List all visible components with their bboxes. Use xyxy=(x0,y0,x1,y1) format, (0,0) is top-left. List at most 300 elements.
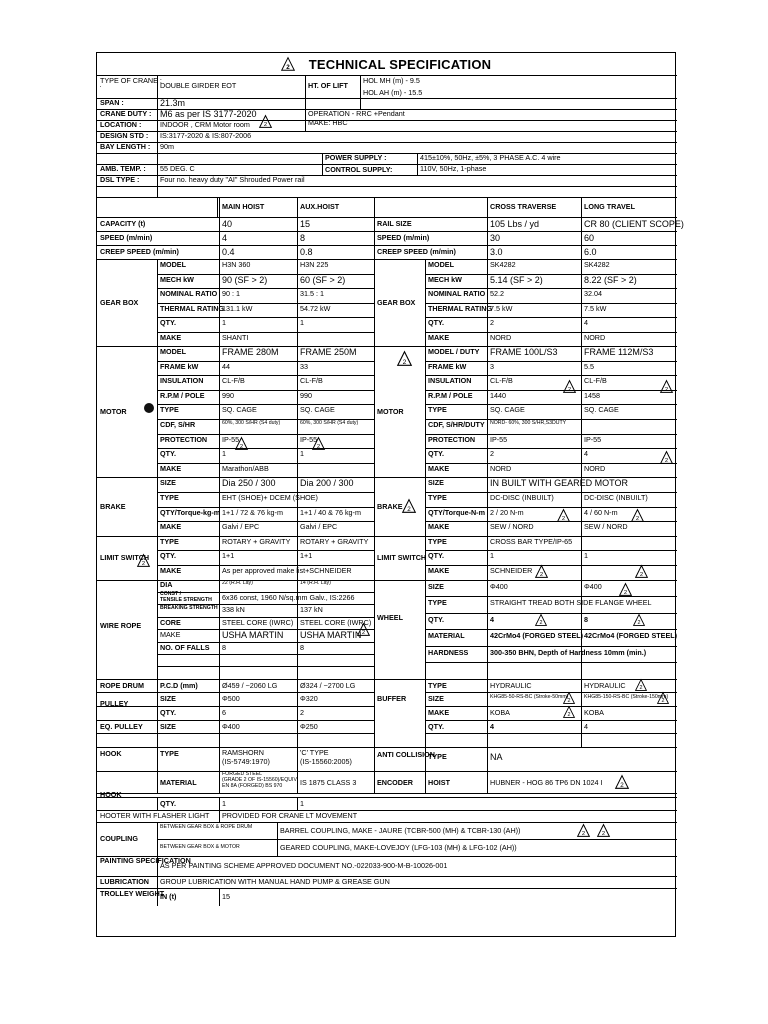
motor-ah-value: CL-F/B xyxy=(300,376,323,386)
motor-ct-value: CL-F/B xyxy=(490,376,513,386)
brake-lt-value: DC-DISC (INBUILT) xyxy=(584,493,648,502)
grid-line xyxy=(97,771,677,772)
brake-row-label: TYPE xyxy=(160,493,179,502)
wheel-type-label: TYPE xyxy=(428,598,447,608)
gearbox-mh-value: 131.1 kW xyxy=(222,303,253,313)
grid-line xyxy=(157,317,374,318)
buffer-lt-type: HYDRAULIC xyxy=(584,680,626,690)
amb-temp-label: AMB. TEMP. : xyxy=(100,164,146,173)
grid-line xyxy=(97,197,677,198)
coupling-r2-label: BETWEEN GEAR BOX & MOTOR xyxy=(160,843,240,850)
grid-line xyxy=(297,245,298,259)
gearbox-row-label: NOMINAL RATIO xyxy=(160,289,218,298)
rope-ah-core: STEEL CORE (IWRC) xyxy=(300,617,372,627)
gearbox-lt-value: NORD xyxy=(584,332,606,342)
rope-ah-break: 137 kN xyxy=(300,605,323,615)
svg-text:2: 2 xyxy=(581,830,586,837)
revision-triangle-icon xyxy=(597,824,610,837)
motor-ah-value: FRAME 250M xyxy=(300,347,357,357)
hook-ah-type2: (IS-15560:2005) xyxy=(300,756,352,766)
eq-pulley-mh: Φ400 xyxy=(222,721,240,731)
motor-row-label-r: MAKE xyxy=(428,463,450,473)
limit-ct-value: CROSS BAR TYPE/IP-65 xyxy=(490,536,573,546)
revision-triangle-icon xyxy=(635,565,648,578)
drum-mh-value: Ø459 / ~2060 LG xyxy=(222,680,278,690)
motor-row-label: TYPE xyxy=(160,405,179,415)
grid-line xyxy=(219,747,220,793)
grid-line xyxy=(581,197,582,217)
grid-line xyxy=(374,477,375,535)
aux-hoist-header: AUX.HOIST xyxy=(300,202,340,211)
motor-group-label-r: MOTOR xyxy=(377,406,404,416)
encoder-value: HUBNER - HOG 86 TP6 DN 1024 I xyxy=(490,777,603,787)
encoder-hoist-label: HOIST xyxy=(428,777,450,787)
gearbox-mh-value: 90 (SF > 2) xyxy=(222,274,268,285)
motor-row-label: R.P.M / POLE xyxy=(160,390,205,400)
motor-mh-value: Marathon/ABB xyxy=(222,463,269,473)
design-std-label: DESIGN STD : xyxy=(100,131,149,140)
painting-value: AS PER PAINTING SCHEME APPROVED DOCUMENT NO.-022033-900-M-B-10026-001 xyxy=(160,860,448,870)
grid-line xyxy=(157,679,158,747)
grid-line xyxy=(219,346,220,477)
grid-line xyxy=(487,346,488,477)
buffer-lt-qty: 4 xyxy=(584,721,588,731)
brake-lt-value: SEW / NORD xyxy=(584,522,628,532)
motor-lt-value: NORD xyxy=(584,463,606,473)
hook-mh-mat3: EN 8A (FORGED) BS 970 xyxy=(222,782,283,789)
gearbox-mh-value: 90 : 1 xyxy=(222,289,240,298)
revision-triangle-icon xyxy=(619,583,632,596)
svg-text:2: 2 xyxy=(567,698,571,705)
gearbox-row-label-r: MAKE xyxy=(428,332,450,342)
grid-line xyxy=(425,274,677,275)
motor-mh-value: CL-F/B xyxy=(222,376,245,386)
grid-line xyxy=(305,75,306,131)
wire-rope-group-label: WIRE ROPE xyxy=(100,620,142,630)
motor-ah-value: 33 xyxy=(300,361,308,371)
motor-ah-value: SQ. CAGE xyxy=(300,405,335,415)
motor-row-label-r: INSULATION xyxy=(428,376,472,386)
painting-label: PAINTING SPECIFICATION xyxy=(100,855,191,865)
limit-lt-value: 1 xyxy=(584,551,588,561)
location-label: LOCATION : xyxy=(100,120,142,129)
speed-ct: 30 xyxy=(490,233,501,243)
grid-line xyxy=(97,797,677,798)
grid-line xyxy=(157,839,677,840)
dsl-type-label: DSL TYPE : xyxy=(100,175,140,184)
grid-line xyxy=(425,679,426,747)
brake-mh-value: Galvi / EPC xyxy=(222,522,260,532)
grid-line xyxy=(425,550,677,551)
grid-line xyxy=(97,580,677,581)
sheet-title xyxy=(97,53,675,75)
rope-drum-label: ROPE DRUM xyxy=(100,680,144,690)
location-value: INDOOR , CRM Motor room xyxy=(160,120,250,129)
hooter-label: HOOTER WITH FLASHER LIGHT xyxy=(100,810,210,820)
rope-breaking-label: BREAKING STRENGTH xyxy=(160,605,218,612)
gearbox-mh-value: 1 xyxy=(222,318,226,327)
crane-duty-label: CRANE DUTY : xyxy=(100,109,152,118)
main-hoist-header: MAIN HOIST xyxy=(222,202,265,211)
grid-line xyxy=(425,662,677,663)
gearbox-ct-value: NORD xyxy=(490,332,512,342)
hol-mh-value: HOL MH (m) - 9.5 xyxy=(363,76,420,85)
brake-mh-value: Dia 250 / 300 xyxy=(222,478,276,489)
grid-line xyxy=(217,197,218,217)
anti-type-label: TYPE xyxy=(428,751,447,761)
wheel-hard-label: HARDNESS xyxy=(428,647,469,657)
grid-line xyxy=(157,404,374,405)
revision-triangle-icon xyxy=(615,775,629,789)
grid-line xyxy=(425,317,677,318)
operation-value: OPERATION - RRC +Pendant xyxy=(308,109,405,118)
grid-line xyxy=(297,797,298,810)
svg-text:2: 2 xyxy=(263,122,268,129)
capacity-lt: CR 80 (CLIENT SCOPE) xyxy=(584,219,684,229)
hook-type-label: TYPE xyxy=(160,748,179,758)
revision-triangle-icon xyxy=(563,380,576,393)
capacity-label: CAPACITY (t) xyxy=(100,219,146,228)
grid-line xyxy=(425,521,677,522)
wheel-ct-mat: 42CrMo4 (FORGED STEEL) xyxy=(490,631,584,641)
grid-line xyxy=(157,521,374,522)
grid-line xyxy=(277,822,278,856)
limit-row-label-r: QTY. xyxy=(428,551,444,561)
pulley-label: PULLEY xyxy=(100,699,129,709)
brake-ct-value: 2 / 20 N-m xyxy=(490,507,524,517)
buffer-type-label: TYPE xyxy=(428,680,447,690)
grid-line xyxy=(425,733,677,734)
creep-ah: 0.8 xyxy=(300,247,313,257)
grid-line xyxy=(374,580,375,679)
hook-mh-mat1: FORGED STEEL xyxy=(222,770,263,777)
coupling-label: COUPLING xyxy=(100,833,138,843)
gearbox-group-label: GEAR BOX xyxy=(100,297,139,307)
limit-group-label: LIMIT SWITCH xyxy=(100,552,150,562)
rope-const-value: 6x36 const, 1960 N/sq.mm Galv., IS:2266 xyxy=(222,593,355,602)
capacity-mh: 40 xyxy=(222,219,233,229)
wheel-ct-type: STRAIGHT TREAD BOTH SIDE FLANGE WHEEL xyxy=(490,598,652,608)
motor-row-label-r: R.P.M / POLE xyxy=(428,390,473,400)
capacity-ct: 105 Lbs / yd xyxy=(490,219,540,229)
motor-mh-value: 990 xyxy=(222,390,234,400)
encoder-label: ENCODER xyxy=(377,777,413,787)
motor-row-label: CDF, S/HR xyxy=(160,420,196,429)
gearbox-row-label: QTY. xyxy=(160,318,176,327)
lubrication-value: GROUP LUBRICATION WITH MANUAL HAND PUMP & GREASE GUN xyxy=(160,876,390,886)
wheel-lt-size: Φ400 xyxy=(584,581,602,591)
grid-line xyxy=(97,153,677,154)
power-supply-value: 415±10%, 50Hz, ±5%, 3 PHASE A.C. 4 wire xyxy=(420,153,561,162)
rope-tensile-label: TENSILE STRENGTH xyxy=(160,597,212,603)
rope-make-label: MAKE xyxy=(160,630,181,640)
grid-line xyxy=(487,747,488,793)
grid-line xyxy=(425,692,677,693)
rope-core-label: CORE xyxy=(160,617,181,627)
brake-group-label-r: BRAKE xyxy=(377,501,403,511)
buffer-group-label: BUFFER xyxy=(377,694,407,704)
grid-line xyxy=(157,876,158,888)
rope-ah-make: USHA MARTIN xyxy=(300,630,362,641)
brake-row-label-r: MAKE xyxy=(428,522,450,532)
revision-triangle-icon xyxy=(535,614,547,626)
grid-line xyxy=(219,797,220,810)
grid-line xyxy=(219,231,220,245)
gearbox-ct-value: 5.14 (SF > 2) xyxy=(490,274,543,285)
bay-length-label: BAY LENGTH : xyxy=(100,142,151,151)
long-travel-header: LONG TRAVEL xyxy=(584,202,635,211)
limit-row-label: TYPE xyxy=(160,536,179,546)
motor-ct-value: 2 xyxy=(490,449,494,459)
grid-line xyxy=(360,75,361,109)
grid-line xyxy=(425,404,677,405)
grid-line xyxy=(157,346,158,477)
trolley-value: 15 xyxy=(222,891,230,901)
grid-line xyxy=(97,720,374,721)
limit-ct-value: SCHNEIDER xyxy=(490,566,533,575)
hook-ah-mat: IS 1875 CLASS 3 xyxy=(300,777,357,787)
anti-collision-label: ANTI COLLISION xyxy=(377,749,435,759)
gearbox-ah-value: 1 xyxy=(300,318,304,327)
grid-line xyxy=(425,646,677,647)
control-supply-label: CONTROL SUPPLY: xyxy=(325,165,393,174)
creep-ct: 3.0 xyxy=(490,247,503,257)
buffer-lt-make: KOBA xyxy=(584,708,604,717)
grid-line xyxy=(97,217,677,218)
grid-line xyxy=(219,217,220,231)
motor-ct-value: SQ. CAGE xyxy=(490,405,525,415)
revision-triangle-icon xyxy=(563,706,575,718)
limit-mh-value: As per approved make list+SCHNEIDER xyxy=(222,566,352,575)
type-of-crane-label-2 xyxy=(100,85,101,94)
brake-row-label-r: QTY/Torque-N-m xyxy=(428,507,485,517)
gearbox-row-label: MAKE xyxy=(160,332,182,342)
wheel-lt-mat: 42CrMo4 (FORGED STEEL) xyxy=(584,631,678,641)
hol-ah-value: HOL AH (m) - 15.5 xyxy=(363,88,423,97)
svg-text:2: 2 xyxy=(539,619,543,626)
gearbox-ah-value: 31.5 : 1 xyxy=(300,289,324,298)
motor-lt-value: 4 xyxy=(584,449,588,459)
gearbox-lt-value: 7.5 kW xyxy=(584,303,607,313)
buffer-qty-label: QTY. xyxy=(428,721,444,731)
motor-row-label: INSULATION xyxy=(160,376,204,386)
grid-line xyxy=(157,550,374,551)
grid-line xyxy=(487,245,488,259)
capacity-label-r: RAIL SIZE xyxy=(377,219,412,228)
grid-line xyxy=(417,153,418,175)
revision-triangle-icon xyxy=(281,57,295,71)
limit-ct-value: 1 xyxy=(490,551,494,561)
limit-group-label-r: LIMIT SWITCH xyxy=(377,552,427,562)
rope-mh-core: STEEL CORE (IWRC) xyxy=(222,617,294,627)
grid-line xyxy=(157,448,374,449)
grid-line xyxy=(97,733,374,734)
svg-text:2: 2 xyxy=(601,830,606,837)
grid-line xyxy=(374,747,375,793)
wheel-ct-size: Φ400 xyxy=(490,581,508,591)
revision-triangle-icon xyxy=(535,565,548,578)
motor-ah-value: 60%, 300 S/HR (S4 duty) xyxy=(300,420,359,426)
limit-row-label-r: MAKE xyxy=(428,566,450,575)
limit-mh-value: 1+1 xyxy=(222,551,235,561)
gearbox-row-label-r: QTY. xyxy=(428,318,444,327)
motor-lt-value: FRAME 112M/S3 xyxy=(584,347,654,357)
revision-triangle-icon xyxy=(631,509,644,522)
motor-mh-value: SQ. CAGE xyxy=(222,405,257,415)
grid-line xyxy=(219,536,220,580)
brake-group-label: BRAKE xyxy=(100,501,126,511)
svg-text:2: 2 xyxy=(539,572,544,579)
brake-mh-value: 1+1 / 72 & 76 kg-m xyxy=(222,507,283,517)
wheel-group-label: WHEEL xyxy=(377,612,403,622)
revision-triangle-icon xyxy=(563,692,575,704)
grid-line xyxy=(297,231,298,245)
grid-line xyxy=(374,259,375,346)
grid-line xyxy=(425,629,677,630)
speed-lt: 60 xyxy=(584,233,595,243)
grid-line xyxy=(219,810,220,822)
trolley-in-label: IN (t) xyxy=(160,891,177,901)
grid-line xyxy=(219,245,220,259)
coupling-r2-value: GEARED COUPLING, MAKE-LOVEJOY (LFG-103 (MH) & LFG-102 (AH)) xyxy=(280,842,517,852)
grid-line xyxy=(374,536,375,580)
creep-label-r: CREEP SPEED (m/min) xyxy=(377,247,456,256)
revision-triangle-icon xyxy=(657,692,669,704)
gearbox-ct-value: 7.5 kW xyxy=(490,303,513,313)
cross-traverse-header: CROSS TRAVERSE xyxy=(490,202,557,211)
hook-ah-qty: 1 xyxy=(300,798,304,808)
grid-line xyxy=(97,536,677,537)
grid-line xyxy=(297,197,298,217)
brake-ct-value: SEW / NORD xyxy=(490,522,534,532)
limit-row-label: QTY. xyxy=(160,551,176,561)
motor-mh-value: 44 xyxy=(222,361,230,371)
wheel-hardness: 300-350 BHN, Depth of Hardness 10mm (min.) xyxy=(490,647,647,657)
motor-row-label: MAKE xyxy=(160,463,182,473)
buffer-ct-type: HYDRAULIC xyxy=(490,680,532,690)
hook-qty-label: QTY. xyxy=(160,798,176,808)
grid-line xyxy=(425,706,677,707)
svg-text:2: 2 xyxy=(637,619,641,626)
hook-label-2: HOOK xyxy=(100,789,122,799)
grid-line xyxy=(374,231,375,245)
svg-text:2: 2 xyxy=(561,516,566,523)
svg-text:2: 2 xyxy=(567,712,571,719)
brake-ah-value: 1+1 / 40 & 76 kg-m xyxy=(300,507,361,517)
grid-line xyxy=(374,197,375,217)
wheel-lt-qty: 8 xyxy=(584,614,588,624)
motor-lt-value: CL-F/B xyxy=(584,376,607,386)
rope-falls-label: NO. OF FALLS xyxy=(160,642,210,652)
trolley-label: TROLLEY WEIGHT xyxy=(100,888,165,898)
brake-ct-value: IN BUILT WITH GEARED MOTOR xyxy=(490,478,629,489)
grid-line xyxy=(219,197,220,217)
svg-text:2: 2 xyxy=(639,572,644,579)
motor-mh-value: 1 xyxy=(222,449,226,459)
grid-line xyxy=(374,346,375,477)
motor-ct-value: NORD xyxy=(490,463,512,473)
bullet-icon xyxy=(144,403,154,413)
grid-line xyxy=(157,153,158,175)
motor-ct-value: FRAME 100L/S3 xyxy=(490,347,558,357)
motor-row-label-r: TYPE xyxy=(428,405,447,415)
creep-lt: 6.0 xyxy=(584,247,597,257)
revision-triangle-icon xyxy=(397,351,412,366)
type-of-crane-label: TYPE OF CRANE : xyxy=(100,76,162,85)
svg-text:2: 2 xyxy=(316,444,321,451)
creep-mh: 0.4 xyxy=(222,247,235,257)
creep-label: CREEP SPEED (m/min) xyxy=(100,247,179,256)
type-of-crane-value: DOUBLE GIRDER EOT xyxy=(160,81,237,90)
svg-text:2: 2 xyxy=(635,516,640,523)
pulley-mh-size: Φ500 xyxy=(222,694,240,704)
speed-label: SPEED (m/min) xyxy=(100,233,153,242)
limit-row-label-r: TYPE xyxy=(428,536,447,546)
gearbox-lt-value: 4 xyxy=(584,318,588,327)
grid-line xyxy=(157,666,374,667)
hook-mat-label: MATERIAL xyxy=(160,777,197,787)
motor-row-label: QTY. xyxy=(160,449,176,459)
revision-triangle-icon xyxy=(635,679,647,691)
limit-mh-value: ROTARY + GRAVITY xyxy=(222,536,291,546)
grid-line xyxy=(425,332,677,333)
revision-triangle-icon xyxy=(660,380,673,393)
gearbox-ah-value: H3N 225 xyxy=(300,260,329,269)
grid-line xyxy=(374,679,375,747)
pulley-ah-size: Φ320 xyxy=(300,694,318,704)
grid-line xyxy=(157,822,158,856)
grid-line xyxy=(97,692,374,693)
motor-group-label: MOTOR xyxy=(100,406,127,416)
rope-ah-falls: 8 xyxy=(300,642,304,652)
grid-line xyxy=(425,720,677,721)
motor-ah-value: 990 xyxy=(300,390,312,400)
coupling-r1-label: BETWEEN GEAR BOX & ROPE DRUM xyxy=(160,823,253,830)
drum-ah-value: Ø324 / ~2700 LG xyxy=(300,680,356,690)
pulley-mh-qty: 6 xyxy=(222,708,226,717)
gearbox-lt-value: SK4282 xyxy=(584,260,610,269)
grid-line xyxy=(297,217,298,231)
motor-ct-value: IP-55 xyxy=(490,434,508,444)
motor-row-label: PROTECTION xyxy=(160,434,208,444)
power-supply-label: POWER SUPPLY : xyxy=(325,153,387,162)
revision-triangle-icon xyxy=(660,451,673,464)
motor-row-label-r: MODEL / DUTY xyxy=(428,347,480,356)
ht-of-lift-label: HT. OF LIFT xyxy=(308,81,348,90)
grid-line xyxy=(157,536,158,580)
gearbox-ct-value: SK4282 xyxy=(490,260,516,269)
motor-ah-value: IP-55 xyxy=(300,434,318,444)
gearbox-row-label: MECH kW xyxy=(160,274,194,284)
svg-text:2: 2 xyxy=(239,444,244,451)
revision-triangle-icon xyxy=(577,824,590,837)
grid-line xyxy=(97,245,677,246)
capacity-ah: 15 xyxy=(300,219,311,229)
coupling-r1-value: BARREL COUPLING, MAKE - JAURE (TCBR-500 (MH) & TCBR-130 (AH)) xyxy=(280,825,521,835)
revision-triangle-icon xyxy=(259,115,272,128)
hook-ah-type1: 'C' TYPE xyxy=(300,747,329,757)
svg-text:2: 2 xyxy=(623,590,628,597)
motor-mh-value: FRAME 280M xyxy=(222,347,279,357)
brake-ah-value: Galvi / EPC xyxy=(300,522,338,532)
hook-mh-qty: 1 xyxy=(222,798,226,808)
pulley-qty-label: QTY. xyxy=(160,708,176,717)
brake-row-label: MAKE xyxy=(160,522,182,532)
title-text: TECHNICAL SPECIFICATION xyxy=(308,56,492,72)
eq-pulley-label: EQ. PULLEY xyxy=(100,721,143,731)
revision-triangle-icon xyxy=(402,499,416,513)
svg-text:2: 2 xyxy=(407,505,411,513)
